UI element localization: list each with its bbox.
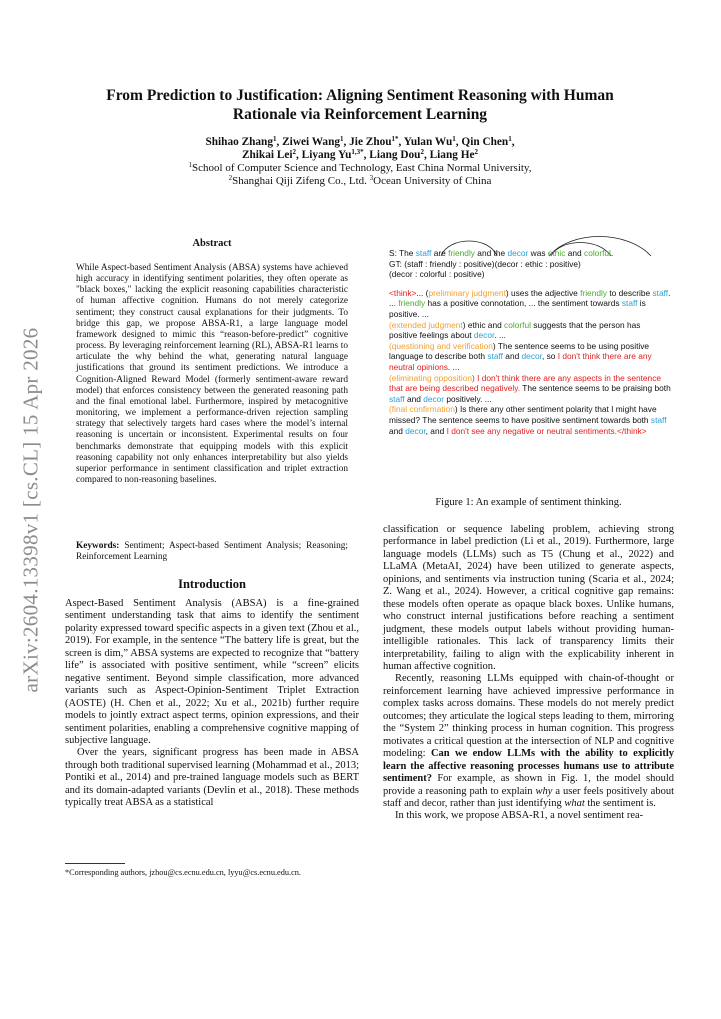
paragraph: classification or sequence labeling problem, achieving strong performance in label prediction (Li et al., 2019). Furthermore, large language models (LLMs) such as T5 (Chung et al., 2022) and LLaMA (MetaAI, 2024) have been utilized to generate aspects, opinions, and sentiments via instruction tuning (Scaria et al., 2024; Z. Wang et al., 2024). However, a critical cognitive gap remains: these models often operate as opaque black boxes. Unlike humans, who construct internal justifications before reaching a sentiment judgment, these models output labels without providing human-intelligible rationales. This lack of transparency limits their interpretability, failing to align with the explicability inherent in human affective cognition. [383,524,674,672]
keywords-label: Keywords: [76,541,120,551]
author: Ziwei Wang [282,136,340,148]
affiliations [60,162,660,188]
think-step-questioning: (questioning and verification) The sentence seems to be using positive language to describe both staff and decor, so I don't think there are any neutral opinions. ... [389,340,652,372]
figure-thinking-trace [389,288,671,436]
paragraph: Aspect-Based Sentiment Analysis (ABSA) is a fine-grained sentiment understanding task that aims to identify the sentiment polarity expressed toward specific aspects in a given text (Zhou et al., 2019). For example, in the sentence “The battery life is great, but the screen is dim,” ABSA systems are expected to recognize that “battery life” is associated with positive sentiment, while “screen” elicits negative sentiment. Beyond simple classification, more advanced variants such as Aspect-Opinion-Sentiment Triplet Extraction (AOSTE) (H. Chen et al., 2022; Xu et al., 2021b) further require models to jointly extract aspect terms, opinion expressions, and their sentiment polarities, enabling a comprehensive cognitive mapping of subjective language. [65,598,359,746]
affiliation-line-2: $^2$Shanghai Qiji Zifeng Co., Ltd. $^3$Ocean University of China [228,174,492,187]
paper-title [60,86,660,124]
opinion-ethic: ethic [547,248,566,258]
opinion-colorful: colorful [584,248,611,258]
figure-1-caption: Figure 1: An example of sentiment thinking. [435,497,622,508]
opinion-friendly: friendly [448,248,475,258]
abstract-heading: Abstract [192,238,232,249]
paragraph: Over the years, significant progress has been made in ABSA through both traditional supervised learning (Mohammad et al., 2013; Pontiki et al., 2014) and pre-trained language models such as BERT and its domain-adapted variants (Devlin et al., 2018). These methods typically treat ABSA as a statistical [65,747,359,809]
think-step-final: (final confirmation) Is there any other sentiment polarity that I might have missed? The sentence seems to have positive sentiment towards both staff and decor, and I don't see any negative or neutral sentiments.</think> [389,404,667,436]
author: Qin Chen [461,136,509,148]
footnote-rule [65,863,125,864]
keywords: Keywords: Sentiment; Aspect-based Sentiment Analysis; Reasoning; Reinforcement Learning [76,541,348,563]
author: Liyang Yu [301,149,352,161]
title-line-1: From Prediction to Justification: Aligning Sentiment Reasoning with Human [106,87,614,104]
figure-1-sentiment-example [389,248,671,436]
arxiv-watermark: arXiv:2604.13398v1 [cs.CL] 15 Apr 2026 [18,327,43,693]
author: Shihao Zhang [205,136,273,148]
author-line-1: Shihao Zhang$^1$, Ziwei Wang$^1$, Jie Zhou$^{1*}$, Yulan Wu$^1$, Qin Chen$^1$, [205,135,515,148]
right-column-body [383,524,674,823]
paragraph: Recently, reasoning LLMs equipped with chain-of-thought or reinforcement learning have achieved impressive performance in complex tasks across domains. These models do not merely predict outcomes; they articulate the logical steps leading to them, mirroring the “System 2” thinking process in human cognition. This progress motivates a critical question at the intersection of NLP and cognitive modeling: Can we endow LLMs with the ability to explicitly learn the affective reasoning processes humans use to attribute sentiment? For example, as shown in Fig. 1, the model should provide a reasoning path to explain why a user feels positively about staff and decor, rather than just identifying what the sentiment is. [383,673,674,809]
aspect-decor: decor [507,248,529,258]
figure-ground-truth: GT: (staff : friendly : positive)(decor : ethic : positive) (decor : colorful : positive) [389,258,581,280]
think-step-preliminary: <think>... (preliminary judgment) uses the adjective friendly to describe staff. ... friendly has a positive connotation, ... the sentiment towards staff is positive. ... [389,287,671,319]
author: Zhikai Lei [241,149,293,161]
affiliation-line-1: $^1$School of Computer Science and Technology, East China Normal University, [188,161,532,174]
footnote: *Corresponding authors, jzhou@cs.ecnu.edu.cn, lyyu@cs.ecnu.edu.cn. [65,868,302,877]
title-line-2: Rationale via Reinforcement Learning [232,106,488,123]
abstract-text: While Aspect-based Sentiment Analysis (ABSA) systems have achieved high accuracy in identifying sentiment polarities, they often operate as "black boxes," lacking the explicit reasoning capabilities characteristic of human affective cognition. Humans do not merely categorize sentiment; they construct causal explanations for their judgments. To bridge this gap, we propose ABSA-R1, a large language model framework designed to mimic this “reason-before-predict” cognitive process. By leveraging reinforcement learning (RL), ABSA-R1 learns to articulate the why behind the what, generating natural language justifications that ground its sentiment predictions. We introduce a Cognition-Aligned Reward Model (formerly sentiment-aware reward model) that enforces consistency between the generated reasoning path and the final emotional label. Furthermore, inspired by metacognitive monitoring, we implement a performance-driven rejection sampling strategy that selectively targets hard cases where the model’s internal reasoning is uncertain or inconsistent. Experimental results on four benchmarks demonstrate that equipping models with this explicit reasoning capability not only enhances interpretability but also yields superior performance in sentiment classification and triplet extraction compared to non-reasoning baselines. [76,263,348,485]
author: Liang He [429,149,475,161]
think-step-eliminating: (eliminating opposition) I don't think there are any aspects in the sentence that are being described negatively. The sentence seems to be praising both staff and decor positively. ... [389,372,671,404]
aspect-staff: staff [415,248,432,258]
author: Yulan Wu [403,136,453,148]
introduction-heading: Introduction [178,577,246,591]
figure-sentence: S: The staff are friendly and the decor was ethic and colorful. [389,248,614,258]
author-line-2: Zhikai Lei$^2$, Liyang $Yu^{1,3*}$, Liang Dou$^2$, Liang He$^2$ [241,148,479,161]
introduction-body [65,598,359,810]
author: Jie Zhou [349,136,392,148]
paragraph: In this work, we propose ABSA-R1, a novel sentiment rea- [395,810,644,822]
think-step-extended: (extended judgment) ethic and colorful suggests that the person has positive feelings about decor. ... [389,319,641,341]
author: Liang Dou [369,149,421,161]
research-question: Can we endow LLMs with the ability to explicitly learn the affective reasoning processes humans use to attribute sentiment? [383,748,674,785]
author-list [60,136,660,162]
